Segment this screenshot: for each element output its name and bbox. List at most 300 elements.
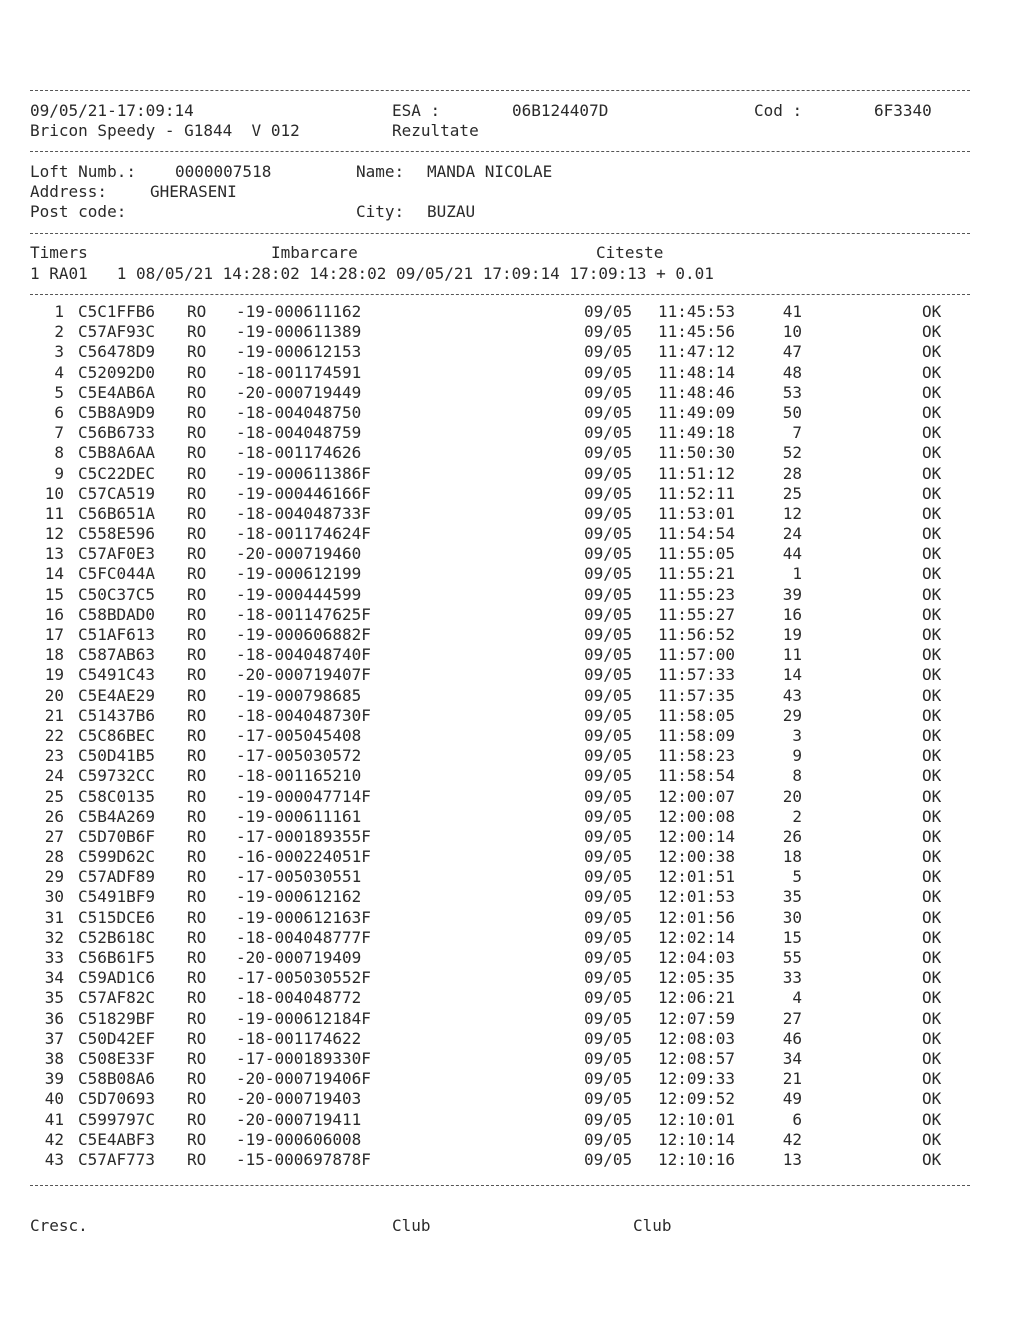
country-code: RO <box>187 1129 207 1149</box>
city-value: BUZAU <box>427 202 476 221</box>
ring-id: C59AD1C6 <box>78 968 156 988</box>
status: OK <box>922 483 942 503</box>
position: 26 <box>782 826 802 846</box>
arrival-time: 12:09:33 <box>658 1069 736 1089</box>
ring-number: -18-004048740F <box>236 645 371 665</box>
result-row <box>0 948 1024 968</box>
arrival-date: 09/05 <box>584 988 633 1008</box>
ring-number: -16-000224051F <box>236 847 371 867</box>
country-code: RO <box>187 1069 207 1089</box>
row-number: 26 <box>44 806 64 826</box>
ring-id: C57AF773 <box>78 1149 156 1169</box>
result-row <box>0 484 1024 504</box>
ring-number: -18-001174626 <box>236 443 362 463</box>
position: 16 <box>782 604 802 624</box>
cresc-label: Cresc. <box>30 1216 88 1235</box>
ring-number: -17-005030572 <box>236 746 362 766</box>
position: 33 <box>782 968 802 988</box>
ring-number: -18-004048777F <box>236 927 371 947</box>
separator-top <box>30 90 970 91</box>
country-code: RO <box>187 1028 207 1048</box>
position: 21 <box>782 1069 802 1089</box>
result-row <box>0 403 1024 423</box>
country-code: RO <box>187 1149 207 1169</box>
arrival-date: 09/05 <box>584 625 633 644</box>
arrival-time: 11:57:00 <box>658 645 736 665</box>
result-row <box>0 968 1024 988</box>
arrival-date: 09/05 <box>584 382 633 402</box>
ring-number: -20-000719449 <box>236 382 362 402</box>
arrival-time: 11:57:35 <box>658 685 736 705</box>
arrival-time: 11:49:09 <box>658 402 736 422</box>
arrival-time: 11:55:27 <box>658 604 736 624</box>
ring-id: C50D41B5 <box>78 746 156 766</box>
row-number: 37 <box>44 1028 64 1048</box>
position: 27 <box>782 1008 802 1028</box>
arrival-date: 09/05 <box>584 766 633 786</box>
arrival-date: 09/05 <box>584 806 633 826</box>
result-row <box>0 1009 1024 1029</box>
status: OK <box>922 463 942 483</box>
arrival-time: 12:02:14 <box>658 927 736 947</box>
ring-id: C57AF0E3 <box>78 544 156 564</box>
ring-id: C57AF93C <box>78 322 156 342</box>
results-list <box>0 302 1024 1170</box>
country-code: RO <box>187 483 207 503</box>
arrival-time: 12:08:57 <box>658 1048 736 1068</box>
status: OK <box>922 746 942 766</box>
status: OK <box>922 342 942 362</box>
status: OK <box>922 685 942 705</box>
result-row <box>0 726 1024 746</box>
country-code: RO <box>187 362 207 382</box>
ring-number: -19-000611161 <box>236 806 362 826</box>
position: 50 <box>782 402 802 422</box>
arrival-date: 09/05 <box>584 968 633 988</box>
arrival-time: 11:55:23 <box>658 584 736 604</box>
row-number: 43 <box>44 1149 64 1169</box>
status: OK <box>922 927 942 947</box>
arrival-time: 12:10:16 <box>658 1149 736 1169</box>
ring-id: C56B61F5 <box>78 948 156 967</box>
row-number: 2 <box>54 322 64 342</box>
country-code: RO <box>187 847 207 867</box>
arrival-date: 09/05 <box>584 1028 633 1048</box>
arrival-date: 09/05 <box>584 1069 633 1089</box>
country-code: RO <box>187 867 207 887</box>
row-number: 27 <box>44 826 64 846</box>
arrival-time: 11:47:12 <box>658 342 736 362</box>
separator-bottom <box>30 1185 970 1186</box>
country-code: RO <box>187 423 207 443</box>
country-code: RO <box>187 907 207 927</box>
arrival-date: 09/05 <box>584 302 633 321</box>
status: OK <box>922 564 942 584</box>
separator-timers <box>30 294 970 295</box>
position: 19 <box>782 625 802 644</box>
status: OK <box>922 1069 942 1089</box>
status: OK <box>922 645 942 665</box>
arrival-time: 12:08:03 <box>658 1028 736 1048</box>
ring-number: -19-000612153 <box>236 342 362 362</box>
result-row <box>0 847 1024 867</box>
timers-label: Timers <box>30 243 88 262</box>
ring-id: C50C37C5 <box>78 584 156 604</box>
arrival-time: 12:10:01 <box>658 1109 736 1129</box>
ring-number: -19-000611386F <box>236 463 371 483</box>
arrival-time: 12:00:07 <box>658 786 736 806</box>
ring-id: C5FC044A <box>78 564 156 584</box>
result-row <box>0 766 1024 786</box>
ring-number: -19-000612162 <box>236 887 362 907</box>
arrival-date: 09/05 <box>584 402 633 422</box>
country-code: RO <box>187 463 207 483</box>
row-number: 38 <box>44 1048 64 1068</box>
arrival-date: 09/05 <box>584 483 633 503</box>
ring-number: -20-000719406F <box>236 1069 371 1089</box>
status: OK <box>922 887 942 907</box>
position: 44 <box>782 544 802 564</box>
status: OK <box>922 968 942 988</box>
result-row <box>0 1069 1024 1089</box>
position: 34 <box>782 1048 802 1068</box>
status: OK <box>922 826 942 846</box>
ring-id: C5D70B6F <box>78 826 156 846</box>
row-number: 11 <box>44 503 64 523</box>
status: OK <box>922 907 942 927</box>
result-row <box>0 1130 1024 1150</box>
arrival-time: 12:00:14 <box>658 826 736 846</box>
status: OK <box>922 665 942 685</box>
ring-id: C59732CC <box>78 766 156 786</box>
country-code: RO <box>187 524 207 544</box>
arrival-time: 11:58:54 <box>658 766 736 786</box>
ring-id: C58BDAD0 <box>78 604 156 624</box>
country-code: RO <box>187 665 207 685</box>
country-code: RO <box>187 402 207 422</box>
row-number: 17 <box>44 625 64 644</box>
ring-number: -19-000047714F <box>236 786 371 806</box>
status: OK <box>922 1129 942 1149</box>
ring-id: C56B6733 <box>78 423 156 443</box>
club-label-2: Club <box>633 1216 672 1235</box>
result-row <box>0 443 1024 463</box>
row-number: 25 <box>44 786 64 806</box>
arrival-date: 09/05 <box>584 826 633 846</box>
row-number: 7 <box>54 423 64 443</box>
ring-number: -17-005045408 <box>236 725 362 745</box>
country-code: RO <box>187 927 207 947</box>
ring-id: C5D70693 <box>78 1089 156 1109</box>
ring-number: -19-000606008 <box>236 1129 362 1149</box>
arrival-date: 09/05 <box>584 665 633 685</box>
ring-number: -18-004048772 <box>236 988 362 1008</box>
ring-number: -19-000612199 <box>236 564 362 584</box>
row-number: 16 <box>44 604 64 624</box>
position: 4 <box>792 988 802 1008</box>
ring-id: C587AB63 <box>78 645 156 665</box>
ring-id: C599D62C <box>78 847 156 867</box>
loft-number-value: 0000007518 <box>175 162 272 181</box>
position: 29 <box>782 705 802 725</box>
status: OK <box>922 625 942 644</box>
ring-number: -20-000719411 <box>236 1109 362 1129</box>
result-row <box>0 787 1024 807</box>
row-number: 36 <box>44 1008 64 1028</box>
ring-number: -20-000719409 <box>236 948 362 967</box>
ring-number: -15-000697878F <box>236 1149 371 1169</box>
country-code: RO <box>187 302 207 321</box>
country-code: RO <box>187 342 207 362</box>
address-label: Address: <box>30 182 108 201</box>
arrival-time: 12:01:53 <box>658 887 736 907</box>
arrival-date: 09/05 <box>584 746 633 766</box>
arrival-time: 12:09:52 <box>658 1089 736 1109</box>
arrival-time: 12:07:59 <box>658 1008 736 1028</box>
position: 48 <box>782 362 802 382</box>
ring-id: C5E4AB6A <box>78 382 156 402</box>
report-type: Rezultate <box>392 121 479 140</box>
ring-number: -18-004048759 <box>236 423 362 443</box>
position: 30 <box>782 907 802 927</box>
arrival-date: 09/05 <box>584 1109 633 1129</box>
country-code: RO <box>187 544 207 564</box>
country-code: RO <box>187 645 207 665</box>
loft-number-label: Loft Numb.: <box>30 162 136 181</box>
ring-id: C52092D0 <box>78 362 156 382</box>
ring-id: C5B4A269 <box>78 806 156 826</box>
status: OK <box>922 867 942 887</box>
ring-number: -17-005030552F <box>236 968 371 988</box>
ring-id: C57CA519 <box>78 483 156 503</box>
ring-id: C51AF613 <box>78 625 156 644</box>
status: OK <box>922 1149 942 1169</box>
report-datetime: 09/05/21-17:09:14 <box>30 101 194 120</box>
arrival-time: 11:57:33 <box>658 665 736 685</box>
citeste-label: Citeste <box>596 243 664 262</box>
arrival-date: 09/05 <box>584 1149 633 1169</box>
arrival-date: 09/05 <box>584 1048 633 1068</box>
arrival-date: 09/05 <box>584 645 633 665</box>
address-value: GHERASENI <box>150 182 237 201</box>
row-number: 21 <box>44 705 64 725</box>
arrival-time: 11:45:53 <box>658 302 736 321</box>
position: 39 <box>782 584 802 604</box>
status: OK <box>922 402 942 422</box>
status: OK <box>922 1109 942 1129</box>
status: OK <box>922 1048 942 1068</box>
result-row <box>0 1150 1024 1170</box>
ring-number: -17-000189355F <box>236 826 371 846</box>
city-label: City: <box>356 202 405 221</box>
status: OK <box>922 806 942 826</box>
arrival-date: 09/05 <box>584 342 633 362</box>
device-name: Bricon Speedy - G1844 V 012 <box>30 121 300 140</box>
arrival-time: 11:48:14 <box>658 362 736 382</box>
position: 2 <box>792 806 802 826</box>
ring-number: -19-000612184F <box>236 1008 371 1028</box>
country-code: RO <box>187 786 207 806</box>
ring-number: -18-004048730F <box>236 705 371 725</box>
country-code: RO <box>187 988 207 1008</box>
ring-id: C5C1FFB6 <box>78 302 156 321</box>
status: OK <box>922 544 942 564</box>
position: 11 <box>782 645 802 665</box>
arrival-time: 11:58:05 <box>658 705 736 725</box>
position: 25 <box>782 483 802 503</box>
row-number: 30 <box>44 887 64 907</box>
result-row <box>0 867 1024 887</box>
ring-id: C52B618C <box>78 927 156 947</box>
arrival-date: 09/05 <box>584 362 633 382</box>
row-number: 39 <box>44 1069 64 1089</box>
country-code: RO <box>187 948 207 967</box>
ring-number: -19-000444599 <box>236 584 362 604</box>
arrival-time: 12:10:14 <box>658 1129 736 1149</box>
ring-id: C5B8A6AA <box>78 443 156 463</box>
row-number: 1 <box>54 302 64 321</box>
arrival-time: 12:01:51 <box>658 867 736 887</box>
result-row <box>0 665 1024 685</box>
result-row <box>0 564 1024 584</box>
esa-value: 06B124407D <box>512 101 609 120</box>
name-value: MANDA NICOLAE <box>427 162 553 181</box>
row-number: 23 <box>44 746 64 766</box>
status: OK <box>922 423 942 443</box>
row-number: 8 <box>54 443 64 463</box>
row-number: 35 <box>44 988 64 1008</box>
row-number: 33 <box>44 948 64 967</box>
arrival-date: 09/05 <box>584 604 633 624</box>
arrival-time: 12:05:35 <box>658 968 736 988</box>
row-number: 34 <box>44 968 64 988</box>
arrival-date: 09/05 <box>584 927 633 947</box>
row-number: 22 <box>44 725 64 745</box>
arrival-time: 11:48:46 <box>658 382 736 402</box>
row-number: 4 <box>54 362 64 382</box>
result-row <box>0 302 1024 322</box>
country-code: RO <box>187 887 207 907</box>
result-row <box>0 988 1024 1008</box>
position: 13 <box>782 1149 802 1169</box>
arrival-time: 11:51:12 <box>658 463 736 483</box>
row-number: 19 <box>44 665 64 685</box>
result-row <box>0 363 1024 383</box>
row-number: 10 <box>44 483 64 503</box>
arrival-date: 09/05 <box>584 423 633 443</box>
arrival-date: 09/05 <box>584 503 633 523</box>
result-row <box>0 928 1024 948</box>
ring-number: -17-000189330F <box>236 1048 371 1068</box>
ring-id: C5E4ABF3 <box>78 1129 156 1149</box>
arrival-time: 11:50:30 <box>658 443 736 463</box>
status: OK <box>922 584 942 604</box>
ring-number: -19-000611389 <box>236 322 362 342</box>
arrival-date: 09/05 <box>584 685 633 705</box>
ring-id: C57ADF89 <box>78 867 156 887</box>
result-row <box>0 746 1024 766</box>
arrival-time: 11:49:18 <box>658 423 736 443</box>
arrival-date: 09/05 <box>584 867 633 887</box>
ring-number: -20-000719403 <box>236 1089 362 1109</box>
ring-id: C5491C43 <box>78 665 156 685</box>
position: 9 <box>792 746 802 766</box>
row-number: 18 <box>44 645 64 665</box>
arrival-date: 09/05 <box>584 847 633 867</box>
country-code: RO <box>187 766 207 786</box>
result-row <box>0 625 1024 645</box>
arrival-date: 09/05 <box>584 1008 633 1028</box>
country-code: RO <box>187 584 207 604</box>
arrival-date: 09/05 <box>584 1089 633 1109</box>
status: OK <box>922 786 942 806</box>
status: OK <box>922 948 942 967</box>
row-number: 40 <box>44 1089 64 1109</box>
result-row <box>0 383 1024 403</box>
arrival-time: 11:58:23 <box>658 746 736 766</box>
position: 41 <box>782 302 802 321</box>
ring-id: C599797C <box>78 1109 156 1129</box>
ring-number: -18-004048733F <box>236 503 371 523</box>
country-code: RO <box>187 705 207 725</box>
ring-id: C5491BF9 <box>78 887 156 907</box>
ring-id: C58C0135 <box>78 786 156 806</box>
arrival-time: 11:45:56 <box>658 322 736 342</box>
ring-number: -18-004048750 <box>236 402 362 422</box>
country-code: RO <box>187 1008 207 1028</box>
position: 47 <box>782 342 802 362</box>
cod-label: Cod : <box>754 101 803 120</box>
position: 6 <box>792 1109 802 1129</box>
result-row <box>0 887 1024 907</box>
arrival-time: 11:52:11 <box>658 483 736 503</box>
row-number: 32 <box>44 927 64 947</box>
result-row <box>0 423 1024 443</box>
position: 28 <box>782 463 802 483</box>
result-row <box>0 585 1024 605</box>
arrival-date: 09/05 <box>584 544 633 564</box>
result-row <box>0 827 1024 847</box>
ring-id: C51829BF <box>78 1008 156 1028</box>
arrival-date: 09/05 <box>584 584 633 604</box>
row-number: 5 <box>54 382 64 402</box>
ring-id: C515DCE6 <box>78 907 156 927</box>
ring-id: C558E596 <box>78 524 156 544</box>
status: OK <box>922 725 942 745</box>
country-code: RO <box>187 625 207 644</box>
row-number: 42 <box>44 1129 64 1149</box>
ring-id: C5C22DEC <box>78 463 156 483</box>
status: OK <box>922 1008 942 1028</box>
position: 49 <box>782 1089 802 1109</box>
result-row <box>0 464 1024 484</box>
country-code: RO <box>187 604 207 624</box>
country-code: RO <box>187 806 207 826</box>
country-code: RO <box>187 564 207 584</box>
position: 7 <box>792 423 802 443</box>
arrival-time: 11:53:01 <box>658 503 736 523</box>
status: OK <box>922 1089 942 1109</box>
row-number: 20 <box>44 685 64 705</box>
arrival-date: 09/05 <box>584 786 633 806</box>
ring-id: C58B08A6 <box>78 1069 156 1089</box>
position: 46 <box>782 1028 802 1048</box>
status: OK <box>922 766 942 786</box>
position: 18 <box>782 847 802 867</box>
ring-number: -19-000612163F <box>236 907 371 927</box>
result-row <box>0 706 1024 726</box>
separator-header <box>30 151 970 152</box>
